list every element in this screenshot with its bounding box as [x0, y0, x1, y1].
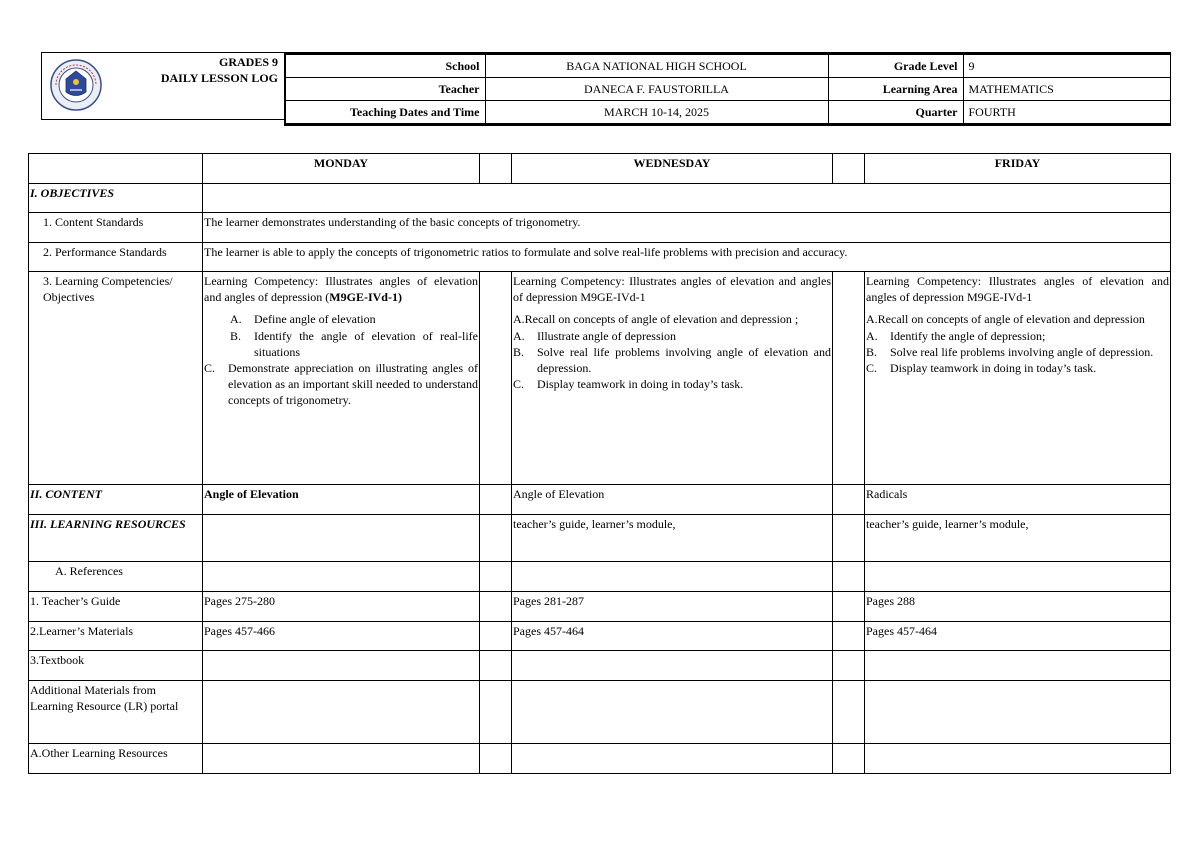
list-item-text: Identify the angle of depression; [890, 328, 1046, 343]
list-item-text: Demonstrate appreciation on illustrating angles of elevation as an important skill needed to understand concepts of trigonometry. [228, 360, 478, 408]
spacer-cell [833, 744, 865, 774]
list-marker: B. [866, 344, 878, 359]
spacer-cell [833, 622, 865, 651]
list-marker: A. [513, 328, 525, 343]
empty-cell [512, 744, 833, 774]
list-item [204, 360, 478, 409]
content-standards-value: The learner demonstrates understanding of the basic concepts of trigonometry. [203, 213, 1171, 243]
spacer-cell [833, 272, 865, 485]
list-marker: C. [204, 360, 216, 375]
spacer-cell [833, 562, 865, 592]
teacher-label: Teacher [285, 78, 485, 101]
list-item [204, 311, 478, 327]
learners-materials-monday: Pages 457-466 [203, 622, 480, 651]
empty-cell [203, 184, 1171, 213]
list-item [866, 328, 1169, 344]
list-item-text: Solve real life problems involving angle of depression. [890, 344, 1154, 359]
spacer-cell [833, 515, 865, 562]
textbook-label: 3.Textbook [29, 651, 203, 681]
section-objectives: I. OBJECTIVES [29, 184, 203, 213]
spacer-cell [480, 744, 512, 774]
competencies-label [29, 272, 203, 485]
list-item-text: Define angle of elevation [254, 312, 376, 327]
empty-cell [512, 562, 833, 592]
spacer-cell [480, 681, 512, 744]
spacer-cell [833, 485, 865, 515]
grade-level-label: Grade Level [828, 54, 963, 78]
monday-competency-intro [204, 273, 478, 305]
empty-cell [865, 681, 1171, 744]
quarter-value: FOURTH [963, 101, 1170, 125]
competencies-label-text: 3. Learning Competencies/ Objectives [43, 274, 173, 305]
monday-intro-text: Learning Competency: Illustrates angles of elevation and angles of depression ( [204, 274, 478, 305]
spacer-cell [480, 272, 512, 485]
empty-cell [203, 515, 480, 562]
spacer-cell [480, 562, 512, 592]
lesson-info-table [284, 52, 1171, 126]
quarter-label: Quarter [828, 101, 963, 125]
spacer-cell [480, 622, 512, 651]
list-item [513, 376, 831, 392]
teachers-guide-label: 1. Teacher’s Guide [29, 592, 203, 622]
content-wednesday: Angle of Elevation [512, 485, 833, 515]
dates-label: Teaching Dates and Time [285, 101, 485, 125]
teacher-value: DANECA F. FAUSTORILLA [485, 78, 828, 101]
list-marker: B. [230, 328, 242, 343]
empty-cell [203, 651, 480, 681]
performance-standards-label: 2. Performance Standards [29, 243, 203, 272]
learning-area-label: Learning Area [828, 78, 963, 101]
wednesday-competencies [512, 272, 833, 485]
wednesday-recall: A.Recall on concepts of angle of elevation and depression ; [513, 312, 799, 327]
list-item-text: Illustrate angle of depression [537, 328, 676, 343]
references-label: A. References [29, 562, 203, 592]
lesson-plan-table [28, 153, 1171, 774]
spacer-cell [833, 681, 865, 744]
friday-recall: A.Recall on concepts of angle of elevation and depression [866, 312, 1145, 327]
learning-area-value: MATHEMATICS [963, 78, 1170, 101]
spacer-cell [480, 485, 512, 515]
list-item-text: Display teamwork in doing in today’s task. [890, 360, 1097, 375]
list-item [866, 344, 1169, 360]
other-resources-label: A.Other Learning Resources [29, 744, 203, 774]
wednesday-objectives-list [513, 328, 831, 393]
day-header-monday: MONDAY [203, 154, 480, 184]
list-marker: B. [513, 344, 525, 359]
list-marker: C. [866, 360, 878, 375]
content-friday: Radicals [865, 485, 1171, 515]
teachers-guide-monday: Pages 275-280 [203, 592, 480, 622]
empty-cell [203, 681, 480, 744]
section-learning-resources: III. LEARNING RESOURCES [29, 515, 203, 562]
resources-wednesday: teacher’s guide, learner’s module, [512, 515, 833, 562]
empty-cell [512, 651, 833, 681]
day-header-wednesday: WEDNESDAY [512, 154, 833, 184]
grade-title: GRADES 9 [218, 55, 278, 69]
spacer-cell [480, 515, 512, 562]
list-item [513, 328, 831, 344]
friday-competency-intro: Learning Competency: Illustrates angles of elevation and angles of depression M9GE-IVd-1 [866, 274, 1169, 305]
performance-standards-value: The learner is able to apply the concepts of trigonometric ratios to formulate and solve real-life problems with precision and accuracy. [203, 243, 1171, 272]
list-item-text: Identify the angle of elevation of real-life situations [254, 328, 478, 359]
logo-cell [41, 52, 284, 120]
learners-materials-wednesday: Pages 457-464 [512, 622, 833, 651]
list-marker: A. [230, 312, 242, 327]
daily-lesson-log-title: DAILY LESSON LOG [160, 71, 278, 85]
spacer-cell [833, 592, 865, 622]
list-item-text: Solve real life problems involving angle of elevation and depression. [537, 344, 831, 375]
spacer-cell [480, 592, 512, 622]
content-monday: Angle of Elevation [203, 485, 480, 515]
list-item [204, 328, 478, 360]
empty-cell [865, 651, 1171, 681]
grade-level-value: 9 [963, 54, 1170, 78]
content-standards-label: 1. Content Standards [29, 213, 203, 243]
list-marker: A. [866, 328, 878, 343]
learners-materials-friday: Pages 457-464 [865, 622, 1171, 651]
dates-value: MARCH 10-14, 2025 [485, 101, 828, 125]
teachers-guide-wednesday: Pages 281-287 [512, 592, 833, 622]
deped-seal-icon [50, 59, 102, 111]
monday-competency-code: M9GE-IVd-1) [329, 290, 402, 305]
friday-competencies [865, 272, 1171, 485]
school-label: School [285, 54, 485, 78]
list-marker: C. [513, 377, 525, 392]
spacer-cell [833, 651, 865, 681]
monday-objectives-list [204, 311, 478, 408]
monday-competencies [203, 272, 480, 485]
lesson-log-header [41, 52, 1169, 122]
school-value: BAGA NATIONAL HIGH SCHOOL [485, 54, 828, 78]
day-header-friday: FRIDAY [865, 154, 1171, 184]
spacer-cell [480, 154, 512, 184]
empty-cell [865, 744, 1171, 774]
resources-friday: teacher’s guide, learner’s module, [865, 515, 1171, 562]
list-item [866, 360, 1169, 376]
empty-cell [203, 744, 480, 774]
wednesday-competency-intro: Learning Competency: Illustrates angles of elevation and angles of depression M9GE-IVd-1 [513, 274, 831, 305]
corner-cell [29, 154, 203, 184]
teachers-guide-friday: Pages 288 [865, 592, 1171, 622]
list-item-text: Display teamwork in doing in today’s task. [537, 377, 744, 392]
empty-cell [512, 681, 833, 744]
section-content: II. CONTENT [29, 485, 203, 515]
additional-materials-label: Additional Materials from Learning Resource (LR) portal [29, 681, 203, 744]
friday-objectives-list [866, 328, 1169, 377]
spacer-cell [833, 154, 865, 184]
empty-cell [203, 562, 480, 592]
list-item [513, 344, 831, 376]
empty-cell [865, 562, 1171, 592]
learners-materials-label: 2.Learner’s Materials [29, 622, 203, 651]
spacer-cell [480, 651, 512, 681]
